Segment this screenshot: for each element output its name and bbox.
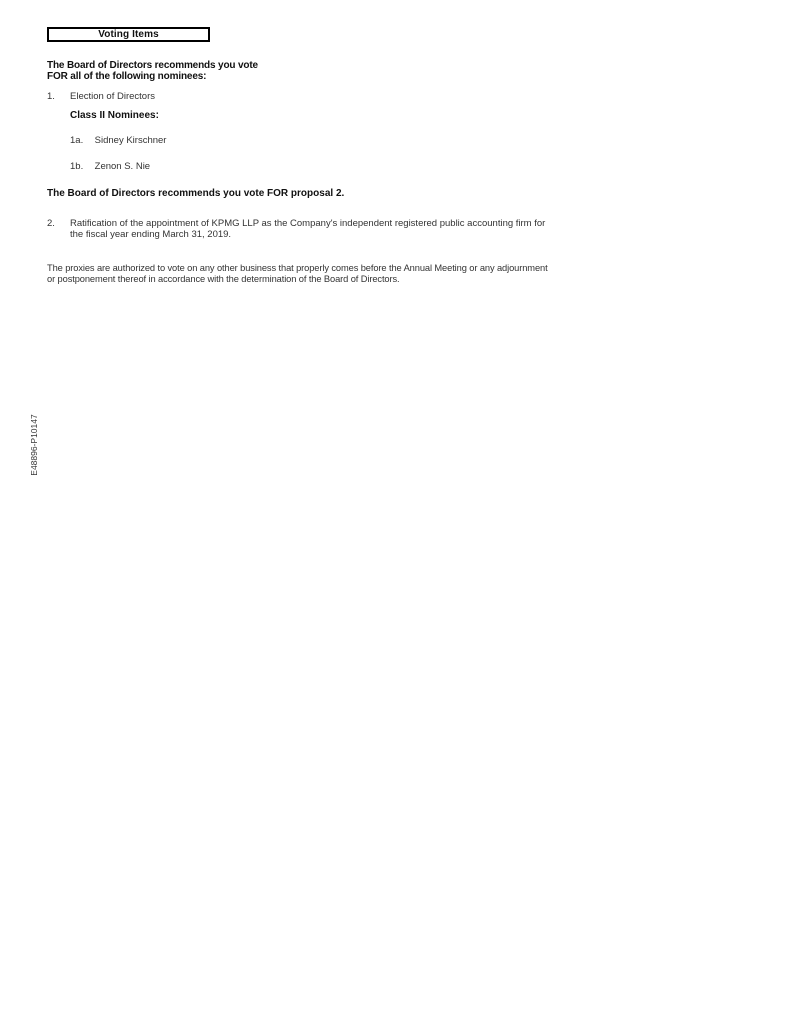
nominee-1a-name: Sidney Kirschner [94,135,167,146]
proposal-1-text: Election of Directors [70,91,156,102]
proposal-1-number: 1. [47,91,55,102]
recommendation-line-1: The Board of Directors recommends you vote [47,60,258,71]
board-recommendation-nominees [47,60,258,82]
footer-note-line-2: or postponement thereof in accordance with the determination of the Board of Directors. [47,274,400,284]
board-recommendation-proposal-2: The Board of Directors recommends you vote FOR proposal 2. [47,188,345,199]
proposal-2-number: 2. [47,218,55,229]
recommendation-line-2: FOR all of the following nominees: [47,71,207,82]
proposal-2-text [70,218,590,240]
nominee-1a-id: 1a. [70,135,84,146]
class-ii-nominees-heading: Class II Nominees: [70,110,159,121]
nominee-1b-id: 1b. [70,161,84,172]
proxies-authorization-note [47,263,607,285]
nominee-1b [70,161,150,172]
nominee-1b-name: Zenon S. Nie [94,161,151,172]
proposal-2-line-2: the fiscal year ending March 31, 2019. [70,229,232,240]
voting-items-header [47,27,210,42]
footer-note-line-1: The proxies are authorized to vote on any other business that properly comes before the Annual Meeting or any adjournment [47,263,548,273]
document-code: E48896-P10147 [29,414,39,476]
voting-items-title: Voting Items [98,29,159,40]
nominee-1a [70,135,166,146]
proposal-2-line-1: Ratification of the appointment of KPMG LLP as the Company's independent registered public accounting firm for [70,218,546,229]
